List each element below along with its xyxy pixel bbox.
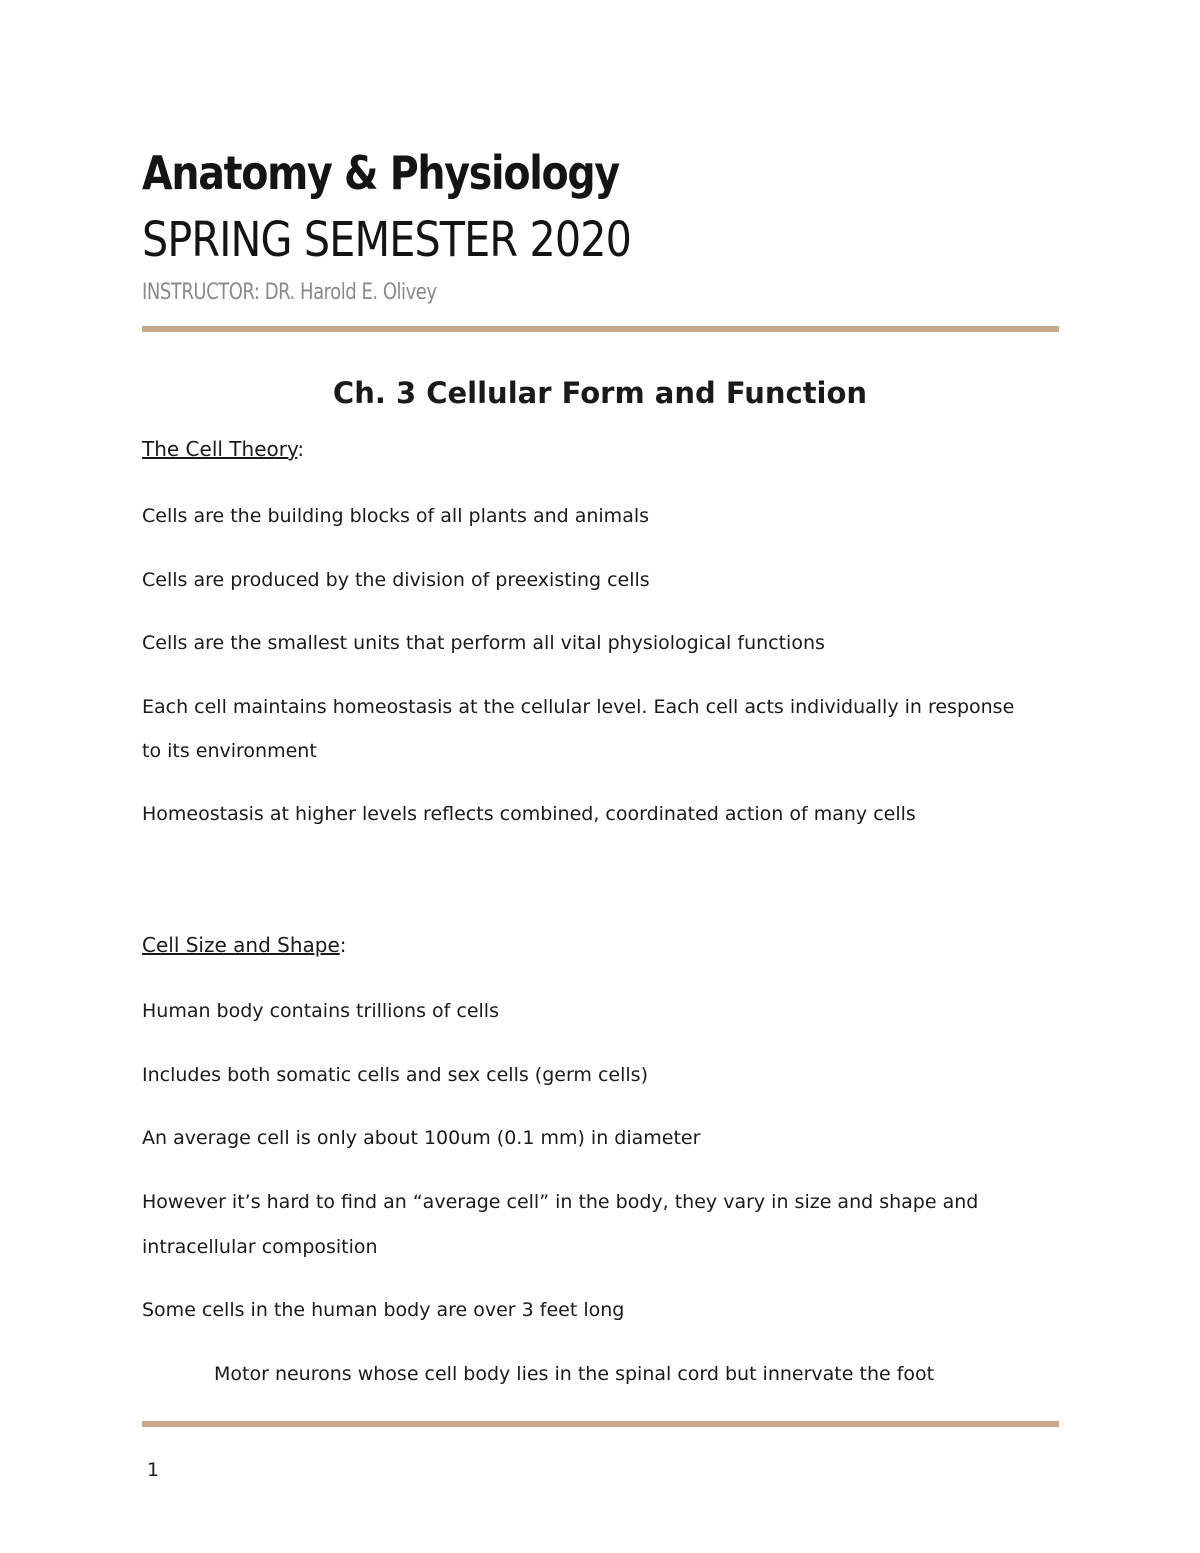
section-heading-colon: : <box>339 933 347 957</box>
section-heading-text: The Cell Theory <box>142 437 298 461</box>
body-line: Each cell maintains homeostasis at the cellular level. Each cell acts individually in response <box>142 696 1015 718</box>
body-line: Some cells in the human body are over 3 feet long <box>142 1299 625 1321</box>
section-heading-colon: : <box>297 437 305 461</box>
body-line: Includes both somatic cells and sex cells (germ cells) <box>142 1064 648 1086</box>
body-line: However it’s hard to find an “average cell” in the body, they vary in size and shape and <box>142 1191 979 1213</box>
body-line: to its environment <box>142 740 317 762</box>
body-line: Cells are produced by the division of preexisting cells <box>142 569 650 591</box>
body-line: Homeostasis at higher levels reflects combined, coordinated action of many cells <box>142 803 916 825</box>
footer-divider <box>142 1421 1059 1427</box>
semester-title: SPRING SEMESTER 2020 <box>142 212 632 268</box>
body-line: intracellular composition <box>142 1236 378 1258</box>
section-heading-cell-theory <box>142 437 304 461</box>
header-divider <box>142 326 1059 332</box>
body-line: Cells are the smallest units that perform all vital physiological functions <box>142 632 825 654</box>
page-number: 1 <box>147 1459 160 1481</box>
course-title: Anatomy & Physiology <box>142 146 619 200</box>
chapter-title: Ch. 3 Cellular Form and Function <box>332 376 868 410</box>
body-line: An average cell is only about 100um (0.1 mm) in diameter <box>142 1127 701 1149</box>
instructor-line: INSTRUCTOR: DR. Harold E. Olivey <box>142 280 437 305</box>
section-heading-cell-size <box>142 933 347 957</box>
body-line: Human body contains trillions of cells <box>142 1000 499 1022</box>
body-line-indented: Motor neurons whose cell body lies in the spinal cord but innervate the foot <box>214 1363 935 1385</box>
section-heading-text: Cell Size and Shape <box>142 933 340 957</box>
body-line: Cells are the building blocks of all plants and animals <box>142 505 650 527</box>
